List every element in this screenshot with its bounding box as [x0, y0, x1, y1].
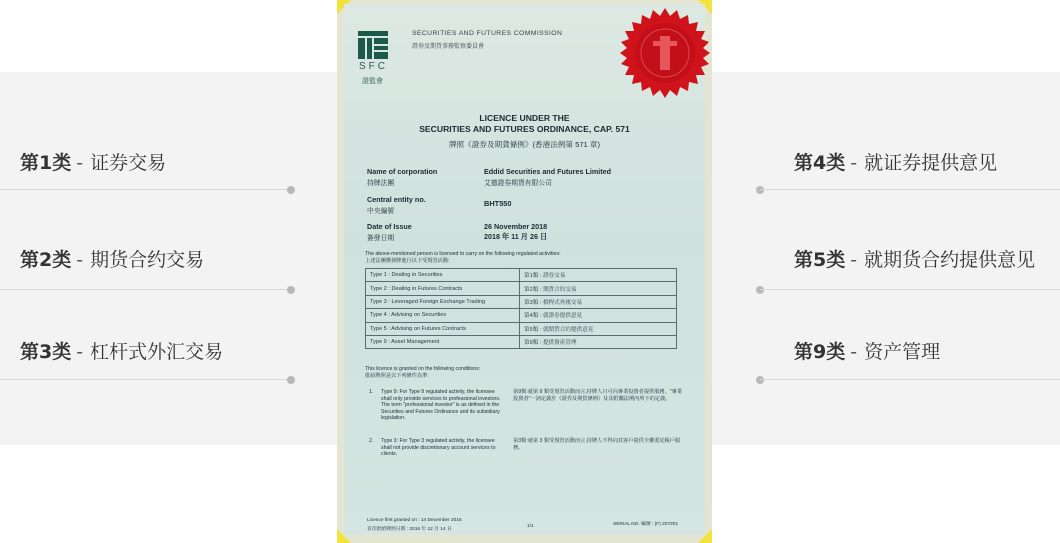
condition-2-chinese: 第3類:就第 3 類受規管活動而言,持牌人不得向其客戶提供全權委託帳戶服務。 [513, 438, 681, 451]
divider-dot [287, 286, 295, 294]
activity-chinese: 第9類 : 提供資產管理 [520, 335, 677, 348]
condition-1-chinese: 第9類:就第 9 類受規管活動而言,持牌人只可向專業投資者提供服務。"專業投資者"一詞定義於《證券及期貨條例》及其附屬法例內所下的定義。 [513, 389, 683, 402]
activity-row [366, 295, 677, 308]
doi-value-zh: 2018 年 11 月 26 日 [484, 232, 548, 241]
ce-value: BHT550 [484, 199, 512, 208]
divider-line [0, 189, 290, 190]
sfc-logo-icon [358, 31, 388, 59]
divider-line [760, 379, 1060, 380]
page-number: 1/1 [527, 524, 534, 529]
activity-english: Type 4 : Advising on Securities [366, 309, 520, 322]
official-seal-icon [620, 8, 710, 98]
category-type-1: 第1类 - 证券交易 [20, 152, 167, 174]
logo-chinese: 證監會 [362, 78, 383, 85]
condition-1-number: 1. [369, 389, 374, 395]
divider-dot [287, 376, 295, 384]
first-granted-zh: 首次批給牌照日期 : 2016 年 12 月 14 日 [367, 527, 452, 532]
regulated-activities-table [365, 268, 677, 349]
category-type-3: 第3类 - 杠杆式外汇交易 [20, 341, 224, 363]
activity-row [366, 269, 677, 282]
conditions-intro: This licence is granted on the following conditions: [365, 366, 481, 372]
activity-row [366, 335, 677, 348]
activity-english: Type 3 : Leveraged Foreign Exchange Trading [366, 295, 520, 308]
divider-line [760, 189, 1060, 190]
doi-value: 26 November 2018 [484, 222, 548, 231]
condition-1-english: Type 9: For Type 9 regulated activity, the licensee shall only provide services to professional investors. The term "professional investor" is as defined in the Securities and Futures Ordinance and its subsidiary legislation. [381, 389, 501, 422]
activity-chinese: 第5類 : 就期貨合約提供意見 [520, 322, 677, 335]
divider-dot [756, 376, 764, 384]
divider-dot [756, 286, 764, 294]
divider-line [0, 379, 290, 380]
activity-english: Type 1 : Dealing in Securities [366, 269, 520, 282]
activities-intro-zh: 上述法團獲發牌進行以下受規管活動: [365, 258, 450, 264]
corp-value-zh: 艾德證券期貨有限公司 [484, 180, 552, 187]
title-chinese: 牌照《證券及期貨條例》(香港法例第 571 章) [448, 140, 601, 149]
activity-chinese: 第3類 : 槓桿式外匯交易 [520, 295, 677, 308]
corp-label: Name of corporation [367, 167, 438, 176]
doi-label-zh: 簽發日期 [367, 235, 395, 242]
activity-row [366, 309, 677, 322]
activity-chinese: 第4類 : 就證券提供意見 [520, 309, 677, 322]
header-english: SECURITIES AND FUTURES COMMISSION [412, 30, 563, 37]
conditions-intro-zh: 批給牌照是以下列條件為準: [365, 373, 429, 379]
activity-row [366, 282, 677, 295]
header-chinese: 證券及期貨事務監察委員會 [412, 44, 485, 50]
serial-number: SERIAL NO. 編號 : (F) 207201 [613, 522, 679, 527]
licence-certificate [337, 0, 712, 543]
activity-english: Type 5 : Advising on Futures Contracts [366, 322, 520, 335]
activities-intro: The above-mentioned person is licensed to carry on the following regulated activities: [365, 251, 561, 257]
corp-value: Eddid Securities and Futures Limited [484, 167, 611, 176]
activity-chinese: 第1類 : 證券交易 [520, 269, 677, 282]
ce-label-zh: 中央編號 [367, 208, 395, 215]
first-granted: Licence first granted on : 14 December 2016 [367, 518, 462, 523]
logo-letters: SFC [359, 61, 388, 72]
condition-2-english: Type 3: For Type 3 regulated activity, the licensee shall not provide discretionary account services to clients. [381, 438, 496, 458]
category-type-5: 第5类 - 就期货合约提供意见 [794, 249, 1036, 271]
divider-dot [756, 186, 764, 194]
title-line-1: LICENCE UNDER THE [479, 113, 570, 123]
divider-dot [287, 186, 295, 194]
ce-label: Central entity no. [367, 195, 426, 204]
category-type-9: 第9类 - 资产管理 [794, 341, 941, 363]
condition-2-number: 2. [369, 438, 374, 444]
corp-label-zh: 持牌法團 [367, 180, 395, 187]
activity-english: Type 9 : Asset Management [366, 335, 520, 348]
divider-line [760, 289, 1060, 290]
activity-row [366, 322, 677, 335]
divider-line [0, 289, 290, 290]
category-type-4: 第4类 - 就证券提供意见 [794, 152, 998, 174]
activity-english: Type 2 : Dealing in Futures Contracts [366, 282, 520, 295]
title-line-2: SECURITIES AND FUTURES ORDINANCE, CAP. 571 [419, 124, 630, 134]
activity-chinese: 第2類 : 期貨合約交易 [520, 282, 677, 295]
category-type-2: 第2类 - 期货合约交易 [20, 249, 205, 271]
doi-label: Date of Issue [367, 222, 412, 231]
